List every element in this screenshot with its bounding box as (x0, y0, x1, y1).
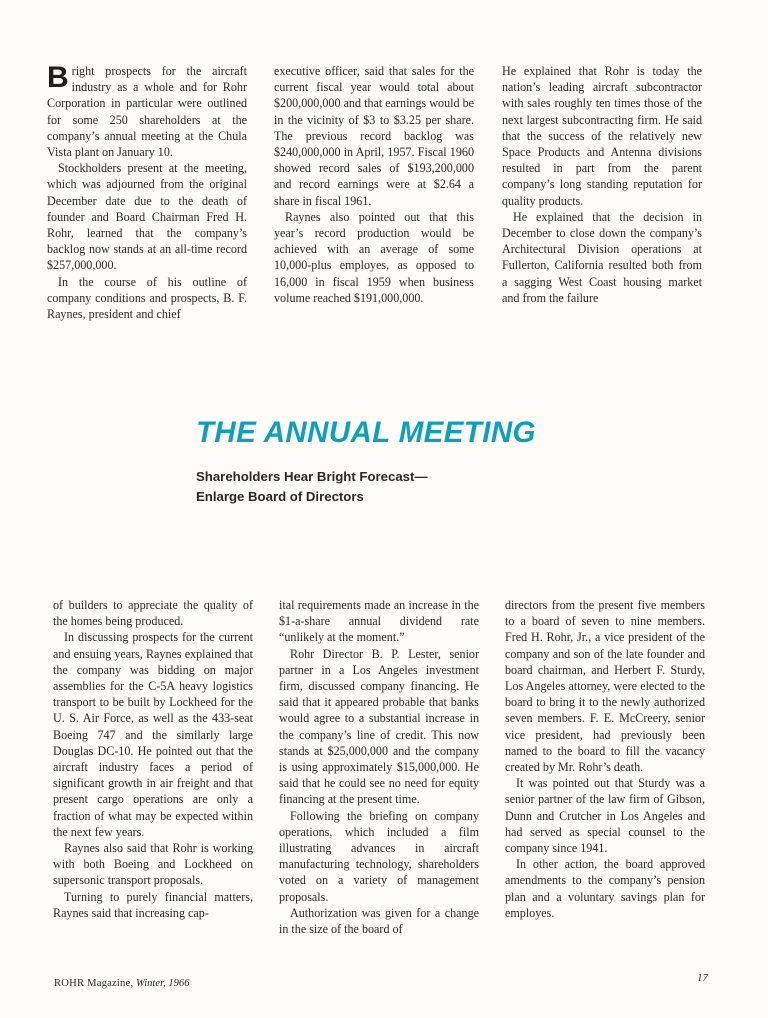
paragraph: executive officer, said that sales for the current fiscal year would total about $200,000,000 and that earnings would be in the vicinity of $3 to $3.25 per share. The previous record backlog was $240,000,000 in April, 1957. Fiscal 1960 showed record sales of $193,200,000 and record earnings were at $2.64 a share in fiscal 1961. (274, 64, 474, 208)
paragraph: directors from the present five members to a board of seven to nine members. Fred H. Rohr, Jr., a vice president of the company and son of the late founder and board chairman, and Herbert F. Sturdy, Los Angeles attorney, were elected to the board to bring it to the newly authorized seven members. F. E. McCreery, senior vice president, had previously been named to the board to fill the vacancy created by Mr. Rohr’s death. (505, 598, 705, 775)
paragraph: Authorization was given for a change in the size of the board of (279, 905, 479, 937)
paragraph: Following the briefing on company operations, which included a film illustrating advances in aircraft manufacturing technology, shareholders voted on a variety of management proposals. (279, 808, 479, 904)
paragraph: He explained that Rohr is today the nation’s leading aircraft subcontractor with sales roughly ten times those of the next largest subcontracting firm. He said that the success of the relatively new Space Products and Antenna divisions resulted in part from the parent company’s long standing reputation for quality products. (502, 64, 702, 208)
top-column-1 (47, 63, 247, 322)
paragraph: of builders to appreciate the quality of the homes being produced. (53, 598, 253, 629)
paragraph: In discussing prospects for the current and ensuing years, Raynes explained that the company was bidding on major assemblies for the C-5A heavy logistics transport to be built by Lockheed for the U. S. Air Force, as well as the 433-seat Boeing 747 and the similarly large Douglas DC-10. He pointed out that the aircraft industry faces a period of significant growth in air freight and that present cargo operations are only a fraction of what may be expected within the next few years. (53, 630, 253, 839)
paragraph: Raynes also pointed out that this year’s record production would be achieved with an average of some 10,000-plus employes, as opposed to 16,000 in fiscal 1959 when business volume reached $191,000,000. (274, 209, 474, 305)
top-column-2 (274, 63, 474, 306)
article-headline: THE ANNUAL MEETING (196, 416, 536, 449)
drop-cap: B (47, 61, 69, 94)
bottom-column-3 (505, 597, 705, 921)
paragraph: ital requirements made an increase in the $1-a-share annual dividend rate “unlikely at the moment.” (279, 598, 479, 645)
page-number: 17 (697, 972, 708, 984)
paragraph (47, 63, 247, 160)
subheadline-line-2: Enlarge Board of Directors (196, 489, 364, 504)
subheadline-line-1: Shareholders Hear Bright Forecast— (196, 469, 428, 484)
paragraph: Rohr Director B. P. Lester, senior partner in a Los Angeles investment firm, discussed company financing. He said that it appeared probable that banks would agree to a substantial increase in the company’s line of credit. This now stands at $25,000,000 and the company is using approximately $15,000,000. He said that he could see no need for equity financing at the present time. (279, 646, 479, 807)
bottom-column-2 (279, 597, 479, 937)
paragraph: It was pointed out that Sturdy was a senior partner of the law firm of Gibson, Dunn and Crutcher in Los Angeles and had served as special counsel to the company since 1941. (505, 776, 705, 856)
paragraph: Stockholders present at the meeting, which was adjourned from the original December date due to the death of founder and Board Chairman Fred H. Rohr, learned that the company’s backlog now stands at an all-time record $257,000,000. (47, 161, 247, 273)
issue-date: Winter, 1966 (135, 978, 190, 989)
top-column-3 (502, 63, 702, 306)
paragraph: In the course of his outline of company conditions and prospects, B. F. Raynes, president and chief (47, 274, 247, 322)
paragraph: In other action, the board approved amendments to the company’s pension plan and a voluntary savings plan for employes. (505, 857, 705, 920)
footer-publication (54, 978, 190, 989)
magazine-name: ROHR Magazine, (54, 978, 134, 989)
paragraph: He explained that the decision in December to close down the company’s Architectural Division operations at Fullerton, California resulted both from a sagging West Coast housing market and from the failure (502, 209, 702, 305)
paragraph: Raynes also said that Rohr is working with both Boeing and Lockheed on supersonic transport proposals. (53, 841, 253, 888)
paragraph: Turning to purely financial matters, Raynes said that increasing cap- (53, 889, 253, 920)
bottom-column-1 (53, 597, 253, 921)
paragraph-text: right prospects for the aircraft industry as a whole and for Rohr Corporation in particular were outlined for some 250 shareholders at the company’s annual meeting at the Chula Vista plant on January 10. (47, 64, 247, 160)
